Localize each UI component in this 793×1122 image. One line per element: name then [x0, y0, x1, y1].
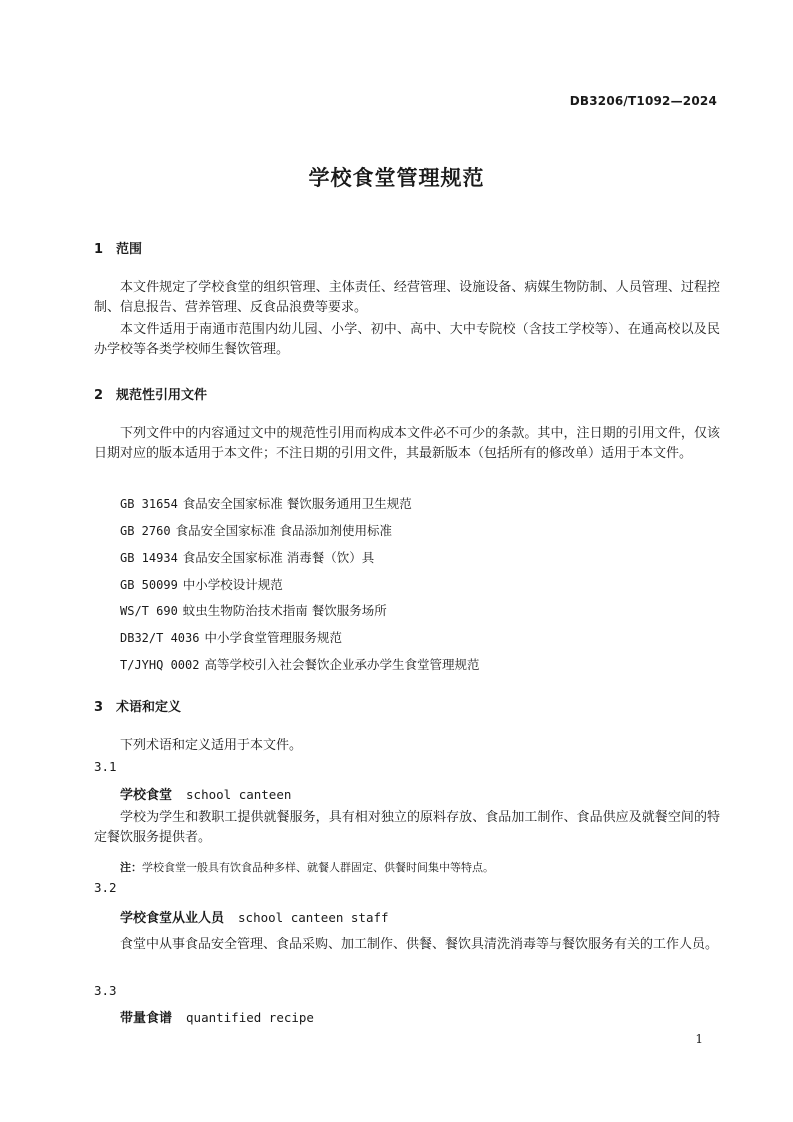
term-heading: [120, 1007, 314, 1026]
reference-item: [120, 575, 283, 593]
section-2-intro: 下列文件中的内容通过文中的规范性引用而构成本文件必不可少的条款。其中，注日期的引用文件，仅该日期对应的版本适用于本文件；不注日期的引用文件，其最新版本（包括所有的修改单）适用于本文件。: [94, 426, 720, 461]
reference-item: [120, 601, 387, 619]
reference-item: [120, 655, 480, 673]
section-1-heading: [94, 238, 142, 257]
reference-title: 食品安全国家标准 消毒餐（饮）具: [182, 550, 375, 565]
note-label: 注：: [120, 861, 142, 874]
term-heading: [120, 907, 389, 926]
reference-item: [120, 494, 412, 512]
clause-number: 3.3: [94, 983, 117, 998]
note-text: 学校食堂一般具有饮食品种多样、就餐人群固定、供餐时间集中等特点。: [142, 861, 494, 874]
term-zh: 学校食堂从业人员: [120, 911, 225, 926]
section-3-heading: [94, 696, 181, 715]
reference-code: GB 14934: [120, 551, 178, 565]
section-1-paragraph-1: 本文件规定了学校食堂的组织管理、主体责任、经营管理、设施设备、病媒生物防制、人员管理、过程控制、信息报告、营养管理、反食品浪费等要求。: [94, 280, 720, 315]
term-zh: 学校食堂: [120, 788, 173, 803]
section-1-paragraph-2: 本文件适用于南通市范围内幼儿园、小学、初中、高中、大中专院校（含技工学校等）、在通高校以及民办学校等各类学校师生餐饮管理。: [94, 322, 720, 357]
reference-title: 食品安全国家标准 食品添加剂使用标准: [175, 523, 393, 538]
reference-code: GB 50099: [120, 578, 178, 592]
reference-code: DB32/T 4036: [120, 631, 200, 645]
reference-code: WS/T 690: [120, 604, 178, 618]
section-number: 2: [94, 388, 104, 403]
reference-code: T/JYHQ 0002: [120, 658, 200, 672]
term-heading: [120, 784, 291, 803]
term-definition: 学校为学生和教职工提供就餐服务，具有相对独立的原料存放、食品加工制作、食品供应及就餐空间的特定餐饮服务提供者。: [94, 810, 720, 845]
reference-item: [120, 521, 392, 539]
section-3-intro: 下列术语和定义适用于本文件。: [120, 738, 303, 753]
term-definition: 食堂中从事食品安全管理、食品采购、加工制作、供餐、餐饮具清洗消毒等与餐饮服务有关的工作人员。: [120, 937, 719, 952]
reference-title: 中小学校设计规范: [182, 577, 283, 592]
reference-title: 食品安全国家标准 餐饮服务通用卫生规范: [182, 496, 412, 511]
term-en: quantified recipe: [186, 1010, 314, 1025]
term-en: school canteen staff: [238, 910, 389, 925]
reference-code: GB 2760: [120, 524, 171, 538]
section-number: 1: [94, 242, 104, 257]
page-number: 1: [695, 1032, 703, 1046]
section-title: 术语和定义: [116, 700, 182, 715]
reference-title: 中小学食堂管理服务规范: [204, 630, 342, 645]
reference-item: [120, 548, 374, 566]
clause-number: 3.2: [94, 880, 117, 895]
section-title: 规范性引用文件: [116, 388, 208, 403]
document-code: DB3206/T1092—2024: [569, 94, 717, 108]
reference-code: GB 31654: [120, 497, 178, 511]
section-number: 3: [94, 700, 104, 715]
term-note: [120, 859, 494, 875]
section-title: 范围: [116, 242, 143, 257]
term-en: school canteen: [186, 787, 292, 802]
term-zh: 带量食谱: [120, 1011, 173, 1026]
clause-number: 3.1: [94, 759, 117, 774]
reference-title: 高等学校引入社会餐饮企业承办学生食堂管理规范: [204, 657, 480, 672]
reference-item: [120, 628, 342, 646]
reference-title: 蚊虫生物防治技术指南 餐饮服务场所: [182, 603, 387, 618]
document-title: 学校食堂管理规范: [308, 166, 485, 190]
section-2-heading: [94, 384, 207, 403]
